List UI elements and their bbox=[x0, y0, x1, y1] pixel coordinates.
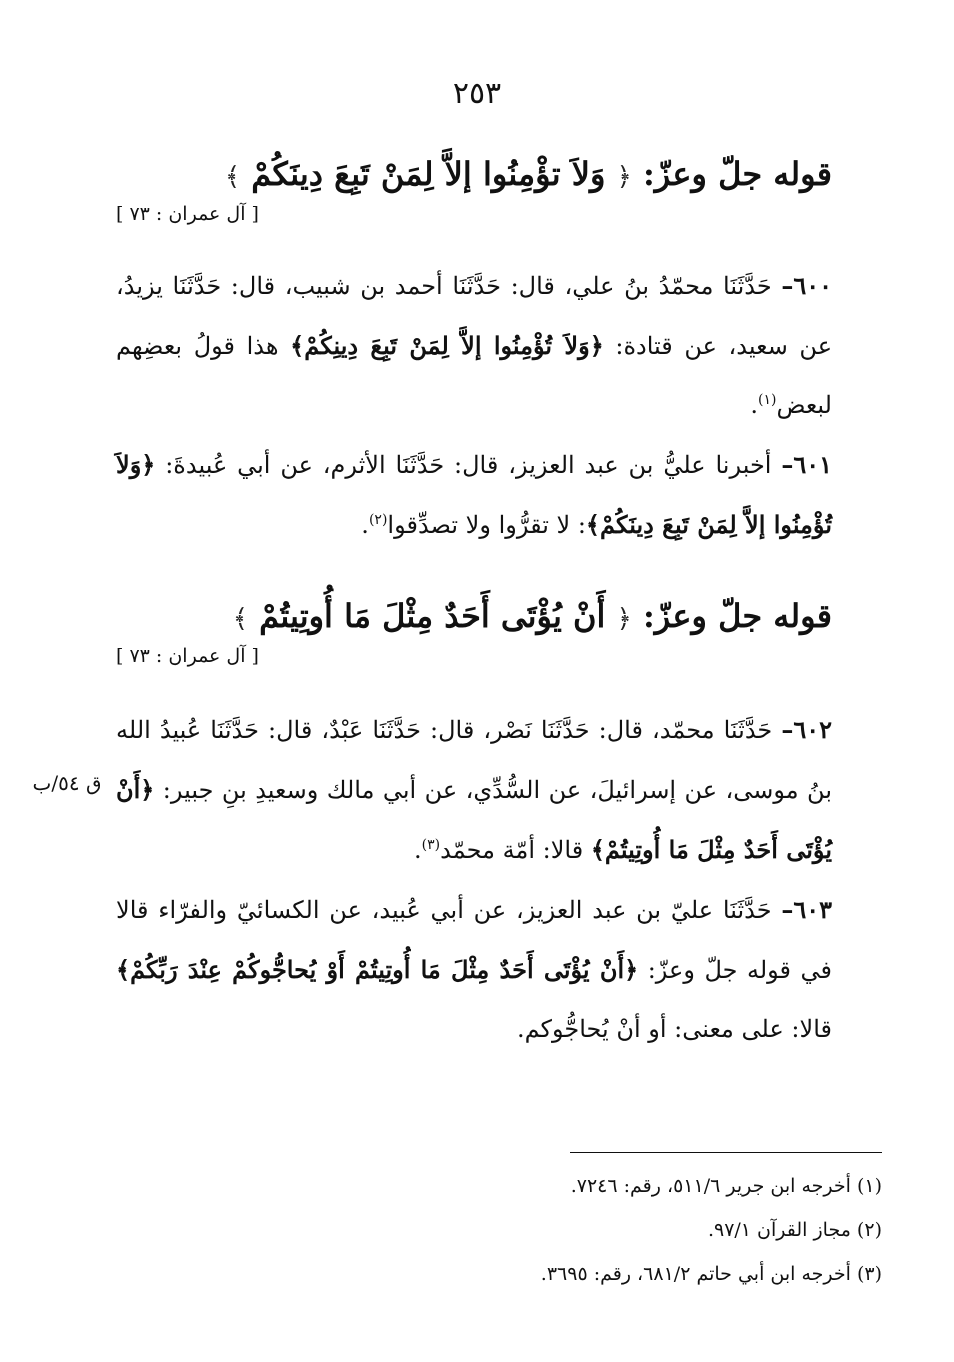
quran-quote: ﴿وَلاَ تُؤْمِنُوا إلاَّ لِمَنْ تَبِعَ دِينَكُمْ﴾ bbox=[116, 450, 832, 539]
entry-text: حَدَّثَنَا محمّد، قال: حَدَّثَنَا نَصْر، قال: حَدَّثَنَا عَبْدٌ، قال: حَدَّثَنَا عُبيدُ الله بنُ موسى، عن إسرائيلَ، عن السُّدِّي، عن أبي مالك وسعيدِ بنِ جبير: bbox=[116, 716, 832, 804]
entry-end: . bbox=[414, 836, 422, 864]
entry-number: ٦٠٠– bbox=[781, 271, 832, 300]
footnote-marker: (٣) bbox=[421, 837, 441, 853]
heading-prefix: قوله جلّ وعزّ: bbox=[642, 597, 832, 635]
ornament-close-icon: ﴾ bbox=[232, 604, 248, 634]
page-number: ٢٥٣ bbox=[452, 76, 502, 111]
entry-600 bbox=[116, 256, 832, 435]
entry-601 bbox=[116, 435, 832, 555]
verse-heading bbox=[116, 594, 832, 641]
heading-verse: وَلاَ تؤْمِنُوا إلاَّ لِمَنْ تَبِعَ دِينَكُمْ bbox=[251, 155, 606, 193]
entry-text: حَدَّثَنَا محمّدُ بنُ علي، قال: حَدَّثَنَا أحمد بن شبيب، قال: حَدَّثَنَا يزيدُ، عن سعيد، عن قتادة: bbox=[116, 272, 833, 360]
footnote-marker: (١) bbox=[757, 392, 777, 408]
entry-number: ٦٠١– bbox=[781, 450, 832, 479]
quran-quote: ﴿أَنْ يُؤْتَى أَحَدٌ مِثْلَ مَا أُوتِيتُمْ أَوْ يُحاجُّوكُمْ عِنْدَ رَبِّكُمْ﴾ bbox=[116, 955, 639, 984]
footnote-3: (٣) أخرجه ابن أبي حاتم ٦٨١/٢، رقم: ٣٦٩٥. bbox=[540, 1263, 882, 1285]
entry-end: . bbox=[750, 391, 758, 419]
footnote-1: (١) أخرجه ابن جرير ٥١١/٦، رقم: ٧٢٤٦. bbox=[570, 1175, 882, 1197]
quran-quote: ﴿وَلاَ تُؤْمِنُوا إلاَّ لِمَنْ تَبِعَ دِينِكُمْ﴾ bbox=[290, 331, 604, 360]
verse-reference: [ آل عمران : ٧٣ ] bbox=[116, 645, 259, 667]
entry-text-continued: قالا: أمّة محمّد bbox=[440, 836, 584, 864]
entry-number: ٦٠٣– bbox=[781, 895, 832, 924]
quran-quote: ﴿أَنْ يُؤْتَى أَحَدٌ مِثْلَ مَا أُوتِيتُمْ﴾ bbox=[116, 775, 832, 864]
footnotes bbox=[162, 1164, 882, 1296]
ornament-open-icon: ﴿ bbox=[616, 604, 632, 634]
heading-verse: أَنْ يُؤْتَى أَحَدٌ مِثْلَ مَا أُوتِيتُمْ bbox=[259, 597, 606, 635]
entries-block-1 bbox=[116, 256, 832, 555]
entry-number: ٦٠٢– bbox=[781, 715, 832, 744]
entries-block-2 bbox=[116, 700, 832, 1059]
section-heading-1 bbox=[116, 152, 832, 229]
entry-603 bbox=[116, 880, 832, 1059]
verse-heading bbox=[116, 152, 832, 199]
entry-end: . bbox=[361, 511, 369, 539]
entry-text-continued: هذا قولُ بعضِهم لبعض bbox=[116, 332, 832, 419]
manuscript-folio-note: ق ٥٤/ب bbox=[32, 771, 102, 795]
footnote-2: (٢) مجاز القرآن ٩٧/١. bbox=[707, 1219, 882, 1241]
entry-text-continued: قالا: على معنى: أو أنْ يُحاجُّوكم. bbox=[516, 1015, 832, 1043]
entry-602 bbox=[116, 700, 832, 880]
ornament-open-icon: ﴿ bbox=[616, 162, 632, 192]
entry-text-continued: : لا تقرُّوا ولا تصدِّقوا bbox=[387, 511, 586, 539]
entry-text: حَدَّثَنَا عليّ بن عبد العزيز، عن أبي عُبيد، عن الكسائيّ والفرّاء قالا في قوله جلّ وعزّ: bbox=[116, 896, 832, 984]
ornament-close-icon: ﴾ bbox=[224, 162, 241, 192]
heading-prefix: قوله جلّ وعزّ: bbox=[642, 155, 832, 193]
section-heading-2 bbox=[116, 594, 832, 671]
footnote-divider bbox=[570, 1152, 882, 1153]
entry-text: أخبرنا عليُّ بن عبد العزيز، قال: حَدَّثَنَا الأثرم، عن أبي عُبيدةَ: bbox=[165, 451, 772, 479]
verse-reference: [ آل عمران : ٧٣ ] bbox=[116, 203, 259, 225]
footnote-marker: (٢) bbox=[368, 512, 388, 528]
